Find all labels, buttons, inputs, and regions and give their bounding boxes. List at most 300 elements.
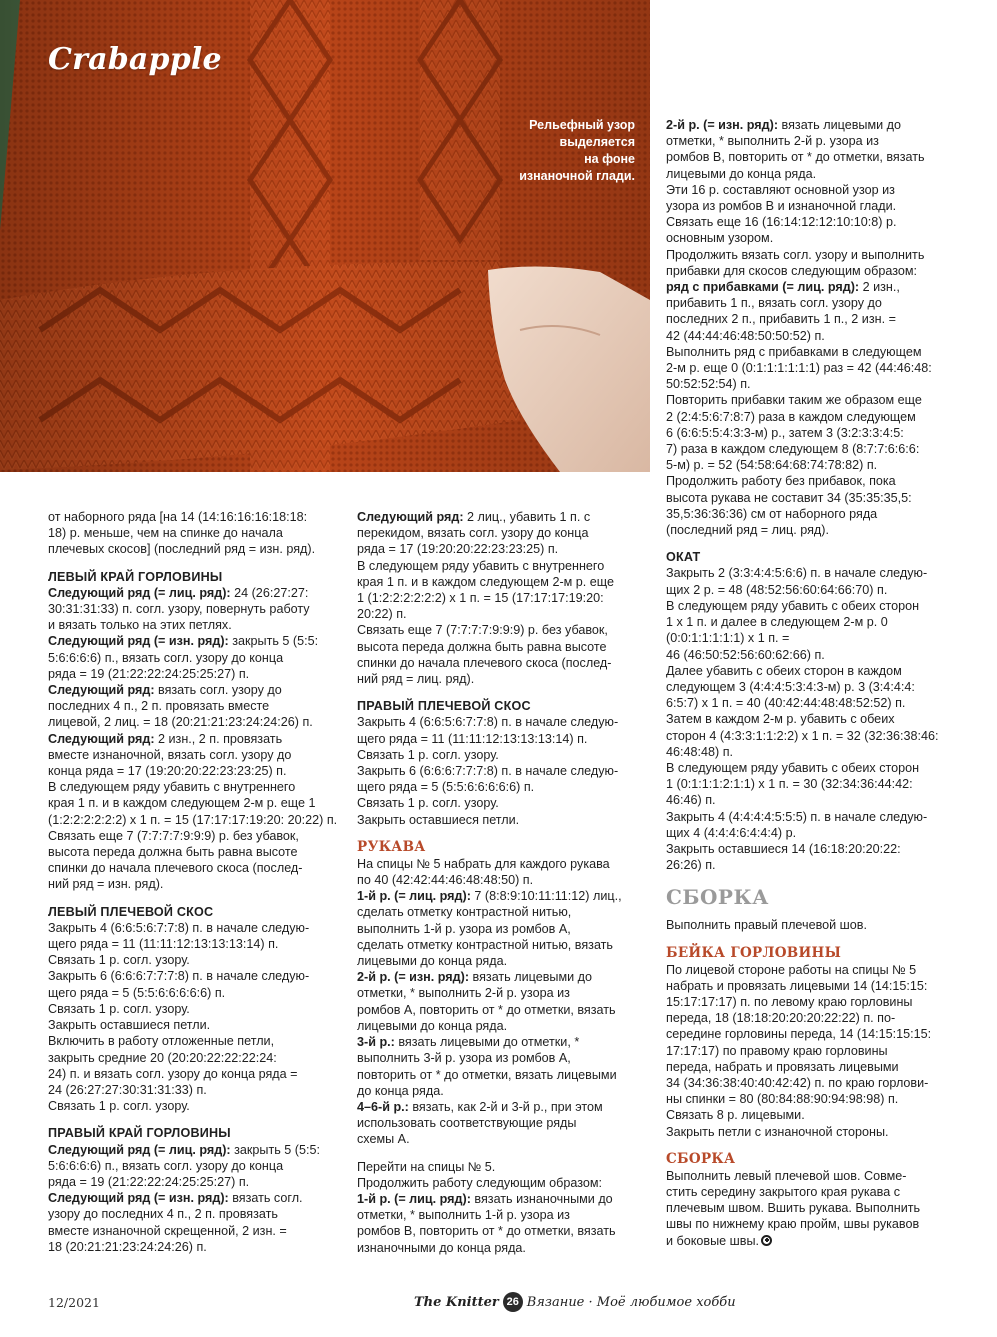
text-line [48, 633, 348, 649]
instruction-text: закрыть 5 (5:5: [228, 634, 319, 649]
text-line [357, 1099, 657, 1115]
instruction-text: ний ряд = лиц. ряд). [357, 672, 475, 687]
text-line [357, 747, 657, 763]
instruction-text: ны спинки = 80 (80:84:88:90:94:98:98) п. [666, 1092, 899, 1107]
text-line [357, 1067, 657, 1083]
text-line [357, 888, 657, 904]
instruction-text: лицевой, 2 лиц. = 18 (20:21:21:23:24:24:26) п. [48, 715, 313, 730]
text-line [666, 711, 966, 727]
text-line [357, 639, 657, 655]
instruction-text: вязать лицевыми до отметки, * [394, 1035, 580, 1050]
text-line [666, 473, 966, 489]
text-line [666, 149, 966, 165]
text-line [48, 509, 348, 525]
text-line [48, 1223, 348, 1239]
instruction-text: 26:26) п. [666, 858, 716, 873]
instruction-text: и боковые швы. [666, 1233, 759, 1248]
text-line [666, 425, 966, 441]
instruction-text: Выполнить правый плечевой шов. [666, 918, 867, 933]
text-line [666, 1233, 966, 1249]
text-line [48, 1239, 348, 1255]
text-line [666, 247, 966, 263]
instruction-text: закрыть средние 20 (20:20:22:22:22:24: [48, 1050, 277, 1065]
instruction-text: Затем в каждом 2-м р. убавить с обеих [666, 712, 895, 727]
instruction-text: прибавить 1 п., вязать согл. узору до [666, 296, 882, 311]
row-label: Следующий ряд (= изн. ряд): [48, 1191, 229, 1206]
text-line [357, 606, 657, 622]
instruction-text: изнаночными до конца ряда. [357, 1240, 526, 1255]
text-line [357, 872, 657, 888]
section-heading: БЕЙКА ГОРЛОВИНЫ [666, 944, 842, 961]
instruction-text: 20:22) п. [357, 607, 407, 622]
text-line [666, 360, 966, 376]
sweater-photo [0, 0, 650, 472]
section-heading: РУКАВА [357, 838, 426, 855]
text-line [666, 962, 966, 978]
instruction-text: В следующем ряду убавить с внутреннего [48, 780, 296, 795]
text-line [666, 614, 966, 630]
text-line [666, 506, 966, 522]
row-label: 1-й р. (= лиц. ряд): [357, 1191, 471, 1206]
text-line [48, 1082, 348, 1098]
instruction-text: от наборного ряда [на 14 (14:16:16:16:18:18: [48, 510, 308, 524]
text-line [666, 728, 966, 744]
text-line [666, 263, 966, 279]
text-line [666, 1124, 966, 1140]
text-line [666, 441, 966, 457]
text-line [357, 1034, 657, 1050]
instruction-text: переда, 18 (18:18:20:20:20:22:22) п. по- [666, 1011, 896, 1026]
text-line [48, 617, 348, 633]
text-line [48, 860, 348, 876]
instruction-text: вязать изнаночными до [470, 1191, 613, 1206]
instruction-text: сделать отметку контрастной нитью, вязать [357, 937, 613, 952]
text-line [666, 1010, 966, 1026]
text-line [48, 714, 348, 730]
instruction-text: щего ряда = 5 (5:5:6:6:6:6:6) п. [357, 780, 535, 795]
text-line [666, 1026, 966, 1042]
text-line [666, 214, 966, 230]
instruction-text: спинки до начала плечевого скоса (послед- [357, 655, 612, 670]
instruction-text: ний ряд = изн. ряд). [48, 877, 164, 892]
spacer [666, 873, 966, 884]
text-line [666, 198, 966, 214]
instruction-text: вязать лицевыми до [778, 118, 901, 132]
instruction-text: 1 (0:1:1:1:2:1:1) х 1 п. = 30 (32:34:36:44:42: [666, 777, 913, 792]
instruction-text: Связать 1 р. согл. узору. [357, 747, 499, 762]
text-line [357, 812, 657, 828]
instruction-text: выполнить 1-й р. узора из ромбов А, [357, 921, 571, 936]
instruction-text: Закрыть 6 (6:6:6:7:7:7:8) п. в начале следую- [48, 969, 310, 984]
instruction-text: Закрыть 6 (6:6:6:7:7:7:8) п. в начале следую- [357, 764, 619, 779]
text-line [48, 731, 348, 747]
text-line [48, 952, 348, 968]
instruction-text: 5:6:6:6:6) п., вязать согл. узору до конца [48, 650, 284, 665]
instruction-text: Закрыть петли с изнаночной стороны. [666, 1124, 889, 1139]
text-column-3 [666, 117, 966, 1249]
text-line [48, 1174, 348, 1190]
photo-caption [480, 117, 635, 185]
spacer [48, 558, 348, 569]
text-line [357, 856, 657, 872]
spacer [357, 1148, 657, 1159]
instruction-text: ряда = 19 (21:22:22:24:25:25:27) п. [48, 1174, 250, 1189]
instruction-text: сделать отметку контрастной нитью, [357, 905, 572, 920]
row-label: Следующий ряд (= лиц. ряд): [48, 1142, 231, 1157]
text-line [357, 1159, 657, 1175]
magazine-tagline: Вязание · Моё любимое хобби [526, 1294, 736, 1310]
text-line [357, 1191, 657, 1207]
spacer [666, 934, 966, 945]
section-heading: СБОРКА [666, 1150, 736, 1167]
text-line [666, 647, 966, 663]
text-line [357, 953, 657, 969]
instruction-text: Закрыть оставшиеся петли. [48, 1018, 211, 1033]
text-line [357, 1207, 657, 1223]
section-heading: ПРАВЫЙ ПЛЕЧЕВОЙ СКОС [357, 699, 531, 714]
text-column-1 [48, 509, 348, 1255]
instruction-text: выполнить 3-й р. узора из ромбов А, [357, 1051, 571, 1066]
text-line [666, 1107, 966, 1123]
text-line [666, 376, 966, 392]
instruction-text: 18 (20:21:21:23:24:24:26) п. [48, 1239, 207, 1254]
instruction-text: В следующем ряду убавить с внутреннего [357, 558, 605, 573]
text-line [48, 828, 348, 844]
text-line [48, 682, 348, 698]
instruction-text: основным узором. [666, 231, 774, 246]
instruction-text: плечевым швом. Вшить рукава. Выполнить [666, 1201, 921, 1216]
instruction-text: Связать еще 7 (7:7:7:7:9:9:9) р. без убавок, [357, 623, 608, 638]
instruction-text: вязать, как 2-й и 3-й р., при этом [408, 1099, 603, 1114]
instruction-text: лицевыми до конца ряда. [357, 954, 508, 969]
text-line [357, 671, 657, 687]
end-of-pattern-icon [761, 1235, 772, 1246]
text-line [666, 679, 966, 695]
text-line [48, 936, 348, 952]
text-line [357, 622, 657, 638]
instruction-text: 2 (2:4:5:6:7:8:7) раза в каждом следующем [666, 409, 916, 424]
spacer [48, 1114, 348, 1125]
instruction-text: 18) р. меньше, чем на спинке до начала [48, 526, 283, 541]
text-line [666, 598, 966, 614]
instruction-text: ромбов В, повторить от * до отметки, вязать [357, 1224, 616, 1239]
text-line [48, 985, 348, 1001]
text-line [666, 582, 966, 598]
instruction-text: Связать 1 р. согл. узору. [48, 1099, 190, 1114]
instruction-text: Закрыть 4 (6:6:5:6:7:7:8) п. в начале следую- [48, 920, 310, 935]
instruction-text: закрыть 5 (5:5: [230, 1142, 320, 1157]
instruction-text: 24) п. и вязать согл. узору до конца ряда = [48, 1066, 298, 1081]
instruction-text: 34 (34:36:38:40:40:42:42) п. по краю горлови- [666, 1075, 929, 1090]
instruction-text: отметки, * выполнить 2-й р. узора из [666, 134, 879, 149]
magazine-footer [414, 1292, 736, 1312]
instruction-text: ромбов В, повторить от * до отметки, вязать [666, 150, 925, 165]
instruction-text: вместе изнаночной скрещенной, 2 изн. = [48, 1223, 287, 1238]
text-line [357, 509, 657, 525]
instruction-text: отметки, * выполнить 2-й р. узора из [357, 986, 570, 1001]
instruction-text: 5:6:6:6:6) п., вязать согл. узору до конца [48, 1158, 284, 1173]
row-label: ряд с прибавками (= лиц. ряд): [666, 280, 860, 295]
text-line [357, 558, 657, 574]
text-line [48, 1190, 348, 1206]
instruction-text: отметки, * выполнить 1-й р. узора из [357, 1208, 570, 1223]
instruction-text: 15:17:17:17) п. по левому краю горловины [666, 994, 913, 1009]
text-line [357, 763, 657, 779]
instruction-text: (1:2:2:2:2:2:2) х 1 п. = 15 (17:17:17:19:20: 20:22) п. [48, 812, 338, 827]
text-line [666, 182, 966, 198]
row-label: 4–6-й р.: [357, 1099, 409, 1114]
text-line [357, 590, 657, 606]
text-line [48, 1033, 348, 1049]
row-label: 3-й р.: [357, 1035, 395, 1050]
text-line [666, 663, 966, 679]
row-label: Следующий ряд: [48, 731, 155, 746]
instruction-text: лицевыми до конца ряда. [666, 166, 817, 181]
text-line [666, 166, 966, 182]
instruction-text: повторить от * до отметки, вязать лицевыми [357, 1067, 617, 1082]
instruction-text: Повторить прибавки таким же образом еще [666, 393, 922, 408]
text-line [357, 1018, 657, 1034]
instruction-text: Связать еще 7 (7:7:7:7:9:9:9) р. без убавок, [48, 828, 299, 843]
instruction-text: Далее убавить с обеих сторон в каждом [666, 663, 902, 678]
text-line [48, 1142, 348, 1158]
instruction-text: вязать согл. [228, 1191, 303, 1206]
text-line [666, 457, 966, 473]
instruction-text: лицевыми до конца ряда. [357, 1018, 508, 1033]
text-line [48, 812, 348, 828]
text-line [357, 1223, 657, 1239]
text-line [666, 1184, 966, 1200]
section-heading: ЛЕВЫЙ КРАЙ ГОРЛОВИНЫ [48, 569, 223, 584]
instruction-text: середине горловины переда, 14 (14:15:15:15: [666, 1027, 932, 1042]
text-line [666, 630, 966, 646]
instruction-text: щего ряда = 11 (11:11:12:13:13:13:14) п. [48, 937, 279, 952]
spacer [666, 1140, 966, 1151]
instruction-text: Связать 1 р. согл. узору. [48, 1001, 190, 1016]
instruction-text: 5-м) р. = 52 (54:58:64:68:74:78:82) п. [666, 458, 878, 473]
text-line [666, 744, 966, 760]
row-label: Следующий ряд: [48, 683, 155, 698]
text-line [357, 1050, 657, 1066]
instruction-text: вместе изнаночной, вязать согл. узору до [48, 747, 292, 762]
instruction-text: до конца ряда. [357, 1083, 444, 1098]
instruction-text: перекидом, вязать согл. узору до конца [357, 526, 589, 541]
instruction-text: Закрыть 4 (6:6:5:6:7:7:8) п. в начале следую- [357, 715, 619, 730]
magazine-brand: The Knitter [414, 1294, 499, 1310]
text-line [666, 760, 966, 776]
instruction-text: вязать лицевыми до [469, 970, 592, 985]
instruction-text: 46:48:48) п. [666, 744, 734, 759]
instruction-text: вязать согл. узору до [154, 683, 282, 698]
instruction-text: (0:0:1:1:1:1:1) х 1 п. = [666, 631, 790, 646]
text-line [48, 1001, 348, 1017]
text-line [48, 1017, 348, 1033]
text-line [357, 937, 657, 953]
instruction-text: последних 2 п., прибавить 1 п., 2 изн. = [666, 312, 896, 327]
text-line [48, 601, 348, 617]
instruction-text: использовать соответствующие ряды [357, 1116, 577, 1131]
text-line [48, 1066, 348, 1082]
instruction-text: 6:5:7) х 1 п. = 40 (40:42:44:48:48:52:52) п. [666, 696, 906, 711]
instruction-text: высота переда должна быть равна высоте [357, 639, 607, 654]
instruction-text: узору до последних 4 п., 2 п. провязать [48, 1207, 278, 1222]
text-line [48, 920, 348, 936]
text-line [666, 565, 966, 581]
text-line [666, 792, 966, 808]
instruction-text: Эти 16 р. составляют основной узор из [666, 182, 895, 197]
text-line [357, 1131, 657, 1147]
pattern-title: Crabapple [48, 42, 222, 77]
instruction-text: Включить в работу отложенные петли, [48, 1034, 275, 1049]
text-line [357, 574, 657, 590]
row-label: Следующий ряд (= изн. ряд): [48, 634, 229, 649]
instruction-text: 46 (46:50:52:56:60:62:66) п. [666, 647, 825, 662]
instruction-text: 7 (8:8:9:10:11:11:12) лиц., [470, 889, 622, 904]
spacer [357, 828, 657, 839]
instruction-text: ряда = 17 (19:20:20:22:23:23:25) п. [357, 542, 559, 557]
text-line [666, 328, 966, 344]
instruction-text: 50:52:52:54) п. [666, 377, 751, 392]
spacer [357, 687, 657, 698]
text-line [666, 809, 966, 825]
issue-number: 12/2021 [48, 1295, 100, 1310]
text-line [666, 117, 966, 133]
text-line [666, 344, 966, 360]
instruction-text: 2 лиц., убавить 1 п. с [463, 510, 591, 524]
text-line [357, 731, 657, 747]
section-heading: ЛЕВЫЙ ПЛЕЧЕВОЙ СКОС [48, 904, 214, 919]
text-line [48, 795, 348, 811]
instruction-text: Выполнить левый плечевой шов. Совме- [666, 1168, 907, 1183]
text-line [666, 1216, 966, 1232]
text-line [48, 1158, 348, 1174]
instruction-text: высота рукава не составит 34 (35:35:35,5: [666, 490, 912, 505]
instruction-text: швы по нижнему краю пройм, швы рукавов [666, 1217, 920, 1232]
text-line [357, 1115, 657, 1131]
text-line [48, 650, 348, 666]
text-line [48, 541, 348, 557]
instruction-text: 2 изн., [859, 280, 900, 295]
instruction-text: Связать 8 р. лицевыми. [666, 1108, 805, 1123]
instruction-text: последних 4 п., 2 п. провязать вместе [48, 699, 270, 714]
spacer [666, 538, 966, 549]
text-line [357, 795, 657, 811]
text-line [357, 969, 657, 985]
instruction-text: по 40 (42:42:44:46:48:48:50) п. [357, 873, 534, 888]
instruction-text: Закрыть 2 (3:3:4:4:5:6:6) п. в начале следую- [666, 566, 928, 581]
instruction-text: узора из ромбов В и изнаночной глади. [666, 199, 897, 214]
instruction-text: (последний ряд = лиц. ряд). [666, 523, 829, 538]
text-line [357, 1083, 657, 1099]
instruction-text: следующем 3 (4:4:4:5:3:4:3-м) р. 3 (3:4:4:4: [666, 679, 915, 694]
instruction-text: переда, набрать и провязать лицевыми [666, 1059, 899, 1074]
instruction-text: стить середину закрытого края рукава с [666, 1184, 901, 1199]
instruction-text: В следующем ряду убавить с обеих сторон [666, 598, 920, 613]
row-label: 2-й р. (= изн. ряд): [666, 118, 779, 132]
instruction-text: Связать 1 р. согл. узору. [357, 796, 499, 811]
instruction-text: 7) раза в каждом следующем 8 (8:7:7:6:6:6: [666, 442, 920, 457]
text-line [666, 1168, 966, 1184]
row-label: Следующий ряд (= лиц. ряд): [48, 585, 231, 600]
page-number: 26 [503, 1292, 523, 1312]
text-line [666, 695, 966, 711]
text-line [357, 541, 657, 557]
caption-line: на фоне [584, 152, 635, 166]
instruction-text: щих 4 (4:4:4:6:4:4:4) р. [666, 825, 797, 840]
text-line [666, 857, 966, 873]
spacer [48, 893, 348, 904]
text-line [48, 698, 348, 714]
instruction-text: спинки до начала плечевого скоса (послед- [48, 861, 303, 876]
instruction-text: 24 (26:27:27: [230, 585, 309, 600]
text-line [357, 1002, 657, 1018]
instruction-text: Продолжить работу без прибавок, пока [666, 474, 896, 489]
text-column-2 [357, 509, 657, 1256]
caption-line: Рельефный узор [529, 118, 635, 132]
text-line [48, 968, 348, 984]
text-line [666, 825, 966, 841]
text-line [666, 978, 966, 994]
instruction-text: 46:46) п. [666, 793, 716, 808]
text-line [357, 921, 657, 937]
caption-line: изнаночной глади. [519, 169, 635, 183]
text-line [666, 776, 966, 792]
section-heading: ОКАТ [666, 550, 701, 565]
instruction-text: Закрыть оставшиеся 14 (16:18:20:20:22: [666, 841, 901, 856]
text-line [48, 1098, 348, 1114]
caption-line: выделяется [559, 135, 635, 149]
section-heading: СБОРКА [666, 885, 769, 910]
text-line [48, 747, 348, 763]
instruction-text: ромбов А, повторить от * до отметки, вязать [357, 1002, 616, 1017]
text-line [666, 917, 966, 933]
text-line [666, 409, 966, 425]
instruction-text: 2-м р. еще 0 (0:1:1:1:1:1:1) раз = 42 (44:46:48: [666, 361, 932, 376]
text-line [666, 1091, 966, 1107]
instruction-text: 6 (6:6:5:5:4:3:3-м) р., затем 3 (3:2:3:3:4:5: [666, 425, 904, 440]
text-line [666, 392, 966, 408]
text-line [357, 904, 657, 920]
text-line [357, 985, 657, 1001]
instruction-text: щих 2 р. = 48 (48:52:56:60:64:66:70) п. [666, 582, 888, 597]
row-label: Следующий ряд: [357, 510, 464, 524]
instruction-text: конца ряда = 17 (19:20:20:22:23:23:25) п. [48, 764, 287, 779]
instruction-text: и вязать только на этих петлях. [48, 618, 232, 633]
row-label: 2-й р. (= изн. ряд): [357, 970, 470, 985]
text-line [666, 133, 966, 149]
instruction-text: сторон 4 (4:3:3:1:1:2:2) х 1 п. = 32 (32:36:38:46: [666, 728, 939, 743]
text-line [666, 1043, 966, 1059]
instruction-text: Выполнить ряд с прибавками в следующем [666, 344, 922, 359]
text-line [48, 525, 348, 541]
instruction-text: Продолжить вязать согл. узору и выполнить [666, 247, 925, 262]
text-line [48, 844, 348, 860]
instruction-text: щего ряда = 11 (11:11:12:13:13:13:14) п. [357, 731, 588, 746]
instruction-text: Закрыть 4 (4:4:4:4:5:5:5) п. в начале следую- [666, 809, 928, 824]
text-line [357, 714, 657, 730]
instruction-text: На спицы № 5 набрать для каждого рукава [357, 856, 610, 871]
text-line [666, 490, 966, 506]
text-line [666, 522, 966, 538]
text-line [357, 779, 657, 795]
instruction-text: щего ряда = 5 (5:5:6:6:6:6:6) п. [48, 985, 226, 1000]
instruction-text: схемы А. [357, 1132, 410, 1147]
instruction-text: По лицевой стороне работы на спицы № 5 [666, 962, 917, 977]
text-line [357, 525, 657, 541]
instruction-text: 30:31:31:33) п. согл. узору, повернуть работу [48, 602, 310, 617]
text-line [666, 994, 966, 1010]
instruction-text: Продолжить работу следующим образом: [357, 1175, 603, 1190]
